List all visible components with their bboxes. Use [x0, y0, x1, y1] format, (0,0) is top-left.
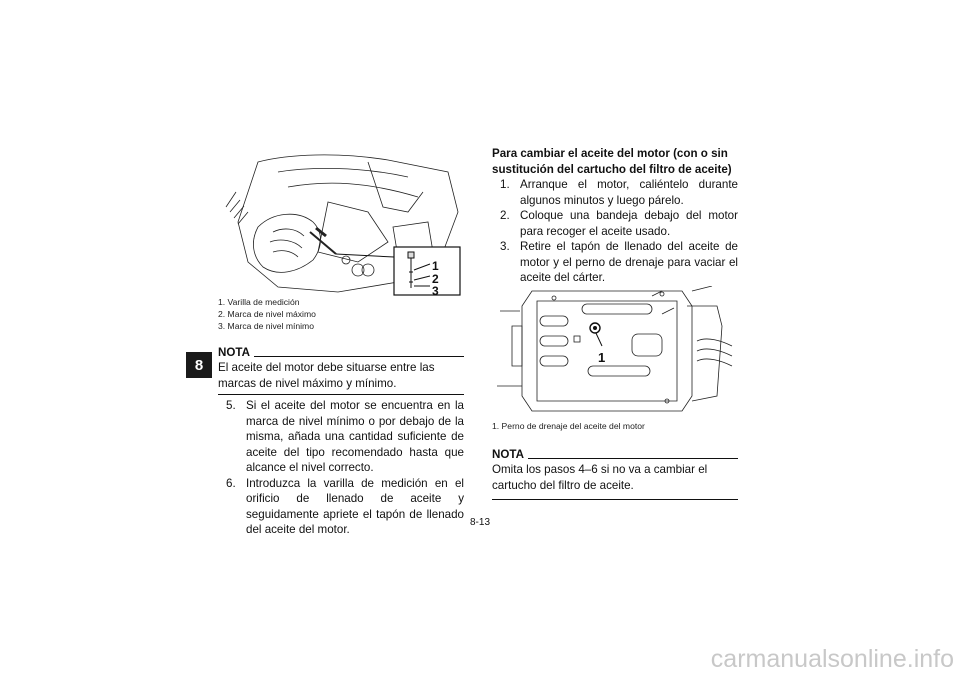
step-item	[226, 476, 464, 538]
step-text: Si el aceite del motor se encuentra en la marca de nivel mínimo o por debajo de la misma, añada una cantidad suficiente de aceite del tipo recomendado hasta que alcance el nivel correcto.	[246, 399, 464, 474]
note-heading	[218, 346, 464, 360]
right-figure-caption	[492, 420, 645, 432]
note-heading	[492, 448, 738, 462]
drain-bolt-illustration	[492, 286, 738, 416]
right-note	[492, 448, 738, 500]
note-rule	[528, 458, 738, 459]
dipstick-drawing	[218, 152, 464, 297]
caption-item: 1. Perno de drenaje del aceite del motor	[492, 421, 645, 431]
step-item	[226, 398, 464, 476]
note-text: Omita los pasos 4–6 si no va a cambiar el cartucho del filtro de aceite.	[492, 463, 708, 492]
step-number: 1.	[500, 178, 510, 191]
step-item	[500, 208, 738, 239]
section-title: Para cambiar el aceite del motor (con o sin sustitución del cartucho del filtro de aceite)	[492, 147, 732, 176]
watermark: carmanualsonline.info	[710, 645, 954, 673]
step-number: 3.	[500, 240, 510, 253]
step-number: 2.	[500, 209, 510, 222]
note-text: El aceite del motor debe situarse entre las marcas de nivel máximo y mínimo.	[218, 361, 435, 390]
caption-item: 2. Marca de nivel máximo	[218, 309, 316, 319]
drain-bolt-drawing	[492, 286, 738, 416]
note-heading-label: NOTA	[492, 448, 524, 461]
step-item	[500, 239, 738, 286]
step-number: 6.	[226, 476, 236, 490]
note-heading-label: NOTA	[218, 346, 250, 359]
caption-item: 1. Varilla de medición	[218, 297, 300, 307]
callout-3: 3	[432, 284, 439, 297]
note-end-rule	[218, 394, 464, 395]
left-note	[218, 346, 464, 395]
left-figure-caption	[218, 296, 316, 332]
callout-1: 1	[432, 259, 439, 273]
step-text: Coloque una bandeja debajo del motor para recoger el aceite usado.	[520, 209, 738, 238]
dipstick-illustration	[218, 152, 464, 297]
step-text: Arranque el motor, caliéntelo durante algunos minutos y luego párelo.	[520, 178, 738, 207]
note-end-rule	[492, 499, 738, 500]
caption-item: 3. Marca de nivel mínimo	[218, 321, 314, 331]
right-section	[492, 146, 738, 286]
left-steps	[226, 398, 464, 538]
note-rule	[254, 356, 464, 357]
step-number: 5.	[226, 399, 236, 412]
step-item	[500, 177, 738, 208]
callout-1: 1	[598, 350, 606, 365]
chapter-tab: 8	[186, 352, 212, 378]
callout-2: 2	[432, 272, 439, 286]
page-number: 8-13	[469, 517, 490, 528]
step-text: Introduzca la varilla de medición en el orificio de llenado de aceite y seguidamente apriete el tapón de llenado del aceite del motor.	[246, 476, 464, 536]
step-text: Retire el tapón de llenado del aceite de motor y el perno de drenaje para vaciar el aceite del cárter.	[520, 240, 738, 284]
